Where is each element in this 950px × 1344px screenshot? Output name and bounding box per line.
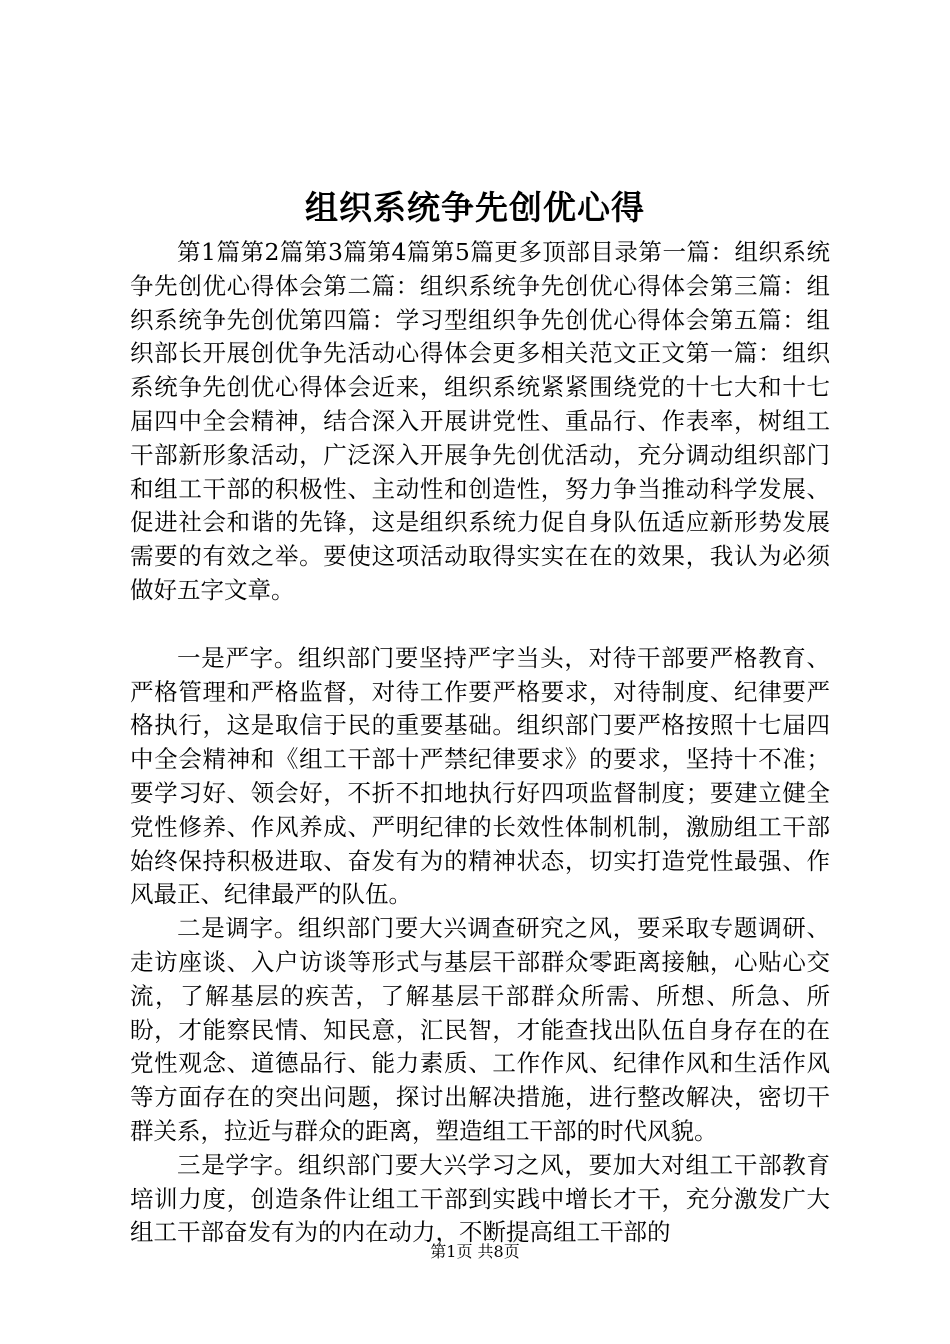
paragraph-xue: 三是学字。组织部门要大兴学习之风，要加大对组工干部教育培训力度，创造条件让组工干部到实践中增长才干，充分激发广大组工干部奋发有为的内在动力，不断提高组工干部的 [130,1150,830,1247]
paragraph-intro: 第1篇第2篇第3篇第4篇第5篇更多顶部目录第一篇：组织系统争先创优心得体会第二篇：组织系统争先创优心得体会第三篇：组织系统争先创优第四篇：学习型组织争先创优心得体会第五篇：组织部长开展创优争先活动心得体会更多相关范文正文第一篇：组织系统争先创优心得体会近来，组织系统紧紧围绕党的十七大和十七届四中全会精神，结合深入开展讲党性、重品行、作表率，树组工干部新形象活动，广泛深入开展争先创优活动，充分调动组织部门和组工干部的积极性、主动性和创造性，努力争当推动科学发展、促进社会和谐的先锋，这是组织系统力促自身队伍适应新形势发展需要的有效之举。要使这项活动取得实实在在的效果，我认为必须做好五字文章。 [130,238,830,604]
paragraph-diao: 二是调字。组织部门要大兴调查研究之风，要采取专题调研、走访座谈、入户访谈等形式与基层干部群众零距离接触，心贴心交流，了解基层的疾苦，了解基层干部群众所需、所想、所急、所盼，才能察民情、知民意，汇民智，才能查找出队伍自身存在的在党性观念、道德品行、能力素质、工作作风、纪律作风和生活作风等方面存在的突出问题，探讨出解决措施，进行整改解决，密切干群关系，拉近与群众的距离，塑造组工干部的时代风貌。 [130,914,830,1145]
page-footer: 第1页 共8页 [430,1242,520,1261]
document-body [130,236,830,1250]
document-title: 组织系统争先创优心得 [305,188,645,227]
paragraph-yan: 一是严字。组织部门要坚持严字当头，对待干部要严格教育、严格管理和严格监督，对待工作要严格要求，对待制度、纪律要严格执行，这是取信于民的重要基础。组织部门要严格按照十七届四中全会精神和《组工干部十严禁纪律要求》的要求，坚持十不准；要学习好、领会好，不折不扣地执行好四项监督制度；要建立健全党性修养、作风养成、严明纪律的长效性体制机制，激励组工干部始终保持积极进取、奋发有为的精神状态，切实打造党性最强、作风最正、纪律最严的队伍。 [130,643,830,909]
